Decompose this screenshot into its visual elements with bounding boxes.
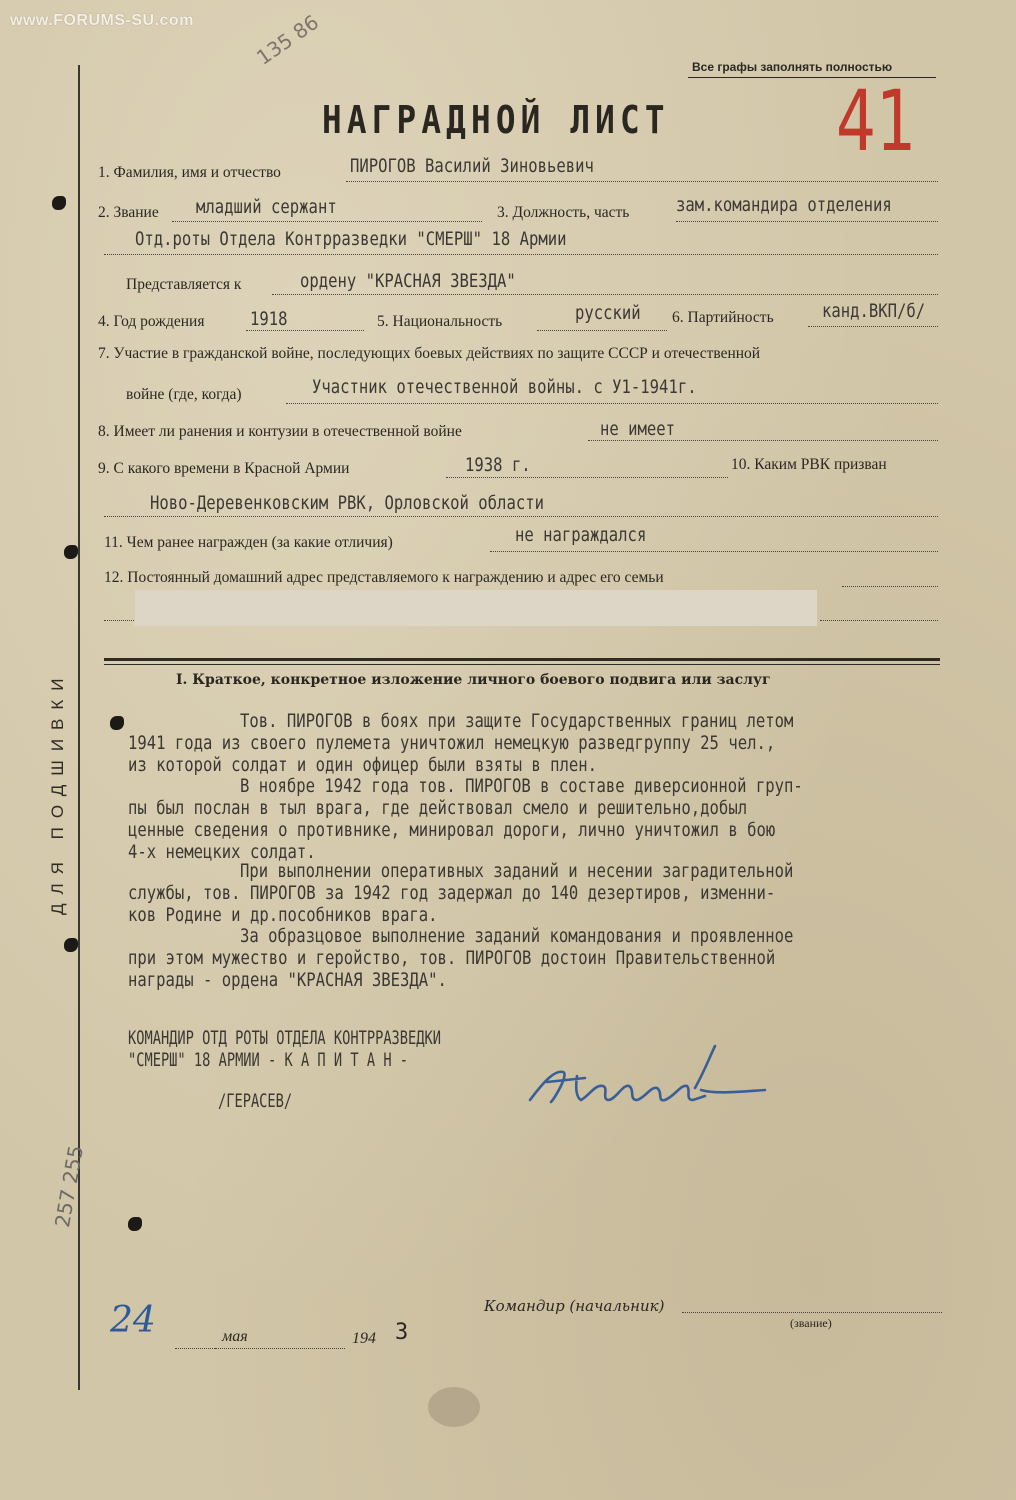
field-7-label: 7. Участие в гражданской войне, последующих боевых действиях по защите СССР и отечественной	[98, 345, 761, 362]
field-12-label: 12. Постоянный домашний адрес представляемого к награждению и адрес его семьи	[104, 569, 664, 586]
redacted-address	[135, 590, 817, 626]
punch-hole	[128, 1217, 142, 1231]
date-year-suffix: 3	[395, 1320, 409, 1345]
field-8-line	[588, 440, 938, 441]
field-3-line-2	[104, 254, 938, 255]
field-8-value: не имеет	[600, 418, 676, 440]
field-6-label: 6. Партийность	[672, 309, 774, 326]
field-7-label-2: войне (где, когда)	[126, 386, 242, 403]
field-3-value: зам.командира отделения	[676, 194, 892, 216]
field-5-line	[537, 330, 667, 331]
section-separator-thick	[104, 658, 940, 661]
date-line-a	[175, 1348, 215, 1349]
field-1-label: 1. Фамилия, имя и отчество	[98, 164, 281, 181]
narrative-line: Тов. ПИРОГОВ в боях при защите Государственных границ летом	[240, 710, 794, 732]
field-4-line	[246, 330, 364, 331]
field-3-value-2: Отд.роты Отдела Контрразведки "СМЕРШ" 18 Армии	[135, 228, 567, 250]
narrative-line: В ноябре 1942 года тов. ПИРОГОВ в составе диверсионной груп-	[240, 775, 803, 797]
field-11-value: не награждался	[515, 524, 647, 546]
field-11-label: 11. Чем ранее награжден (за какие отличия)	[104, 534, 393, 551]
pencil-note-top: 135 86	[252, 9, 324, 70]
stamp-smudge	[428, 1387, 480, 1427]
field-8-label: 8. Имеет ли ранения и контузии в отечественной войне	[98, 423, 462, 440]
field-2-label: 2. Звание	[98, 204, 159, 221]
narrative-line: 4-х немецких солдат.	[128, 841, 316, 863]
field-10-line	[104, 516, 938, 517]
field-9-line	[446, 477, 728, 478]
field-1-line	[346, 181, 938, 182]
field-9-label: 9. С какого времени в Красной Армии	[98, 460, 350, 477]
field-2-line	[172, 221, 482, 222]
narrative-line: службы, тов. ПИРОГОВ за 1942 год задержал до 140 дезертиров, изменни-	[128, 882, 776, 904]
field-12-line-2b	[820, 620, 938, 621]
narrative-line: ценные сведения о противнике, минировал дороги, лично уничтожил в бою	[128, 819, 776, 841]
present-value: ордену "КРАСНАЯ ЗВЕЗДА"	[300, 270, 516, 292]
section-title: I. Краткое, конкретное изложение личного боевого подвига или заслуг	[176, 672, 771, 688]
date-line-b	[215, 1348, 345, 1349]
field-12-line-2a	[104, 620, 134, 621]
commander-line	[682, 1312, 942, 1313]
field-5-label: 5. Национальность	[377, 313, 503, 330]
narrative-line: пы был послан в тыл врага, где действовал смело и решительно,добыл	[128, 797, 748, 819]
present-label: Представляется к	[126, 276, 242, 293]
field-2-value: младший сержант	[196, 196, 337, 218]
field-4-value: 1918	[250, 308, 288, 330]
punch-hole	[110, 716, 124, 730]
punch-hole	[64, 938, 78, 952]
field-3-label: 3. Должность, часть	[497, 204, 630, 221]
field-5-value: русский	[575, 302, 641, 324]
document-title: НАГРАДНОЙ ЛИСТ	[322, 98, 670, 142]
field-12-line	[842, 586, 938, 587]
pencil-note-left: 257 255	[50, 1143, 88, 1230]
field-6-value: канд.ВКП/б/	[822, 300, 926, 322]
commander-label: Командир (начальник)	[484, 1297, 665, 1315]
rank-label: (звание)	[790, 1316, 832, 1330]
field-7-value: Участник отечественной войны. с У1-1941г.	[312, 376, 697, 398]
narrative-line: За образцовое выполнение заданий командования и проявленное	[240, 925, 794, 947]
signer-line: КОМАНДИР ОТД РОТЫ ОТДЕЛА КОНТРРАЗВЕДКИ	[128, 1027, 441, 1049]
handwritten-signature	[525, 1040, 775, 1120]
field-3-line	[676, 221, 938, 222]
field-1-value: ПИРОГОВ Василий Зиновьевич	[350, 155, 594, 177]
punch-hole	[64, 545, 78, 559]
narrative-line: при этом мужество и геройство, тов. ПИРОГОВ достоин Правительственной	[128, 947, 776, 969]
field-10-value: Ново-Деревенковским РВК, Орловской области	[150, 492, 544, 514]
narrative-line: 1941 года из своего пулемета уничтожил немецкую разведгруппу 25 чел.,	[128, 732, 776, 754]
field-9-value: 1938 г.	[465, 454, 531, 476]
punch-hole	[52, 196, 66, 210]
narrative-line: ков Родине и др.пособников врага.	[128, 904, 438, 926]
margin-label: ДЛЯ ПОДШИВКИ	[48, 669, 67, 915]
field-6-line	[808, 326, 938, 327]
field-4-label: 4. Год рождения	[98, 313, 205, 330]
red-number-mark: 41	[836, 72, 917, 170]
narrative-line: из которой солдат и один офицер были взяты в плен.	[128, 754, 598, 776]
date-day: 24	[110, 1300, 156, 1341]
present-line	[272, 294, 938, 295]
field-11-line	[490, 551, 938, 552]
narrative-line: награды - ордена "КРАСНАЯ ЗВЕЗДА".	[128, 969, 447, 991]
watermark: www.FORUMS-SU.com	[10, 12, 194, 29]
field-10-label: 10. Каким РВК призван	[731, 456, 887, 473]
top-note: Все графы заполнять полностью	[692, 60, 893, 74]
narrative-line: При выполнении оперативных заданий и несении заградительной	[240, 860, 794, 882]
signer-line: "СМЕРШ" 18 АРМИИ - К А П И Т А Н -	[128, 1049, 409, 1071]
date-month: мая	[222, 1328, 248, 1345]
section-separator-thin	[104, 664, 940, 665]
field-7-line	[286, 403, 938, 404]
date-year-prefix: 194	[352, 1330, 376, 1347]
signer-name: /ГЕРАСЕВ/	[218, 1090, 293, 1112]
